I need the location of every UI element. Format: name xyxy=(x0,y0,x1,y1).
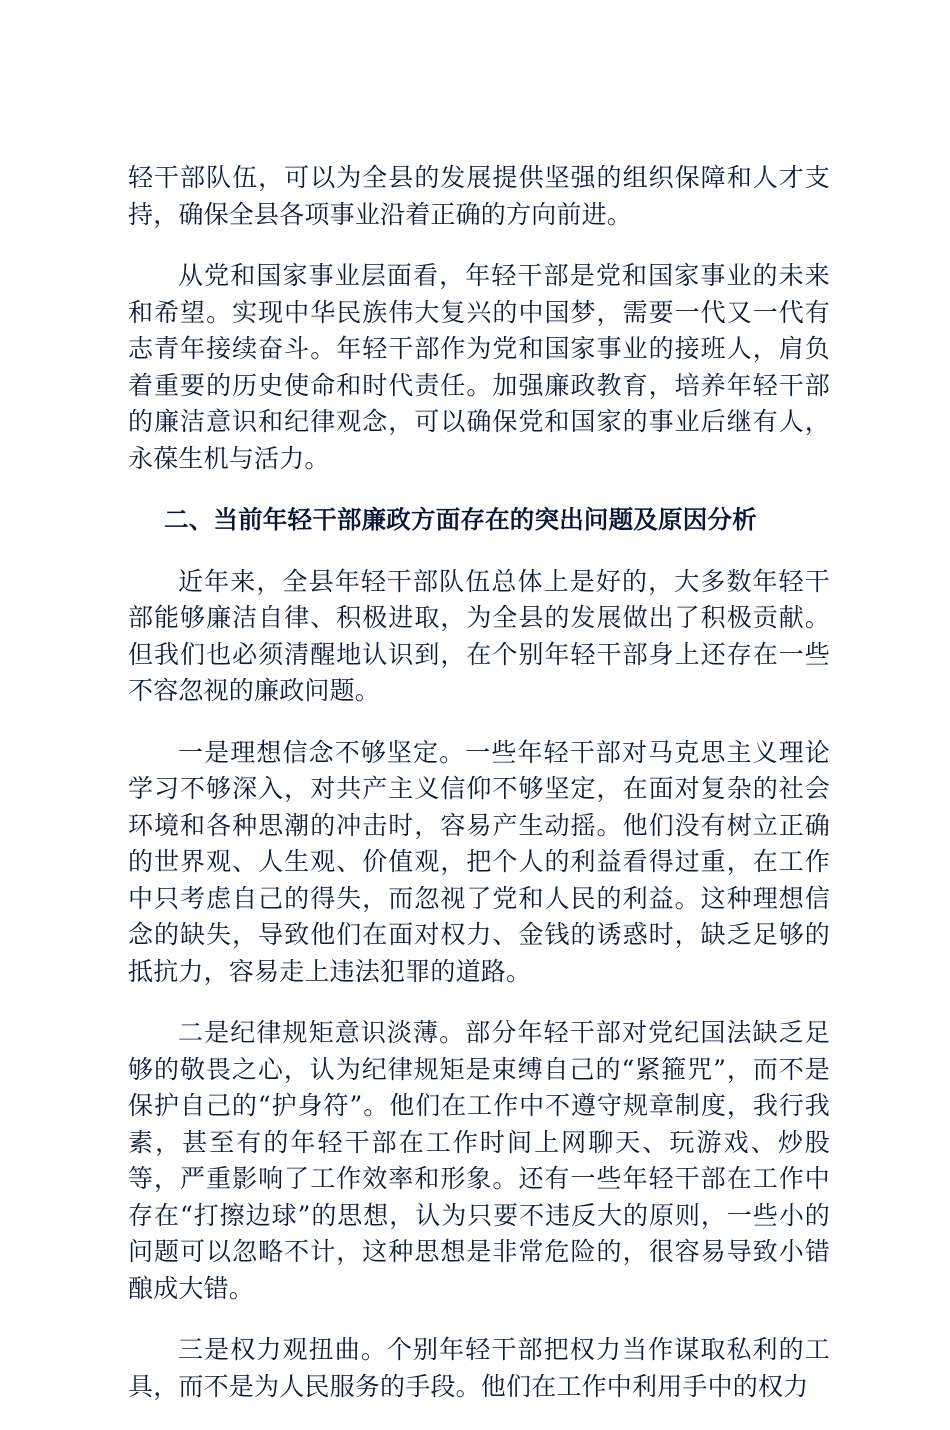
paragraph-national-level: 从党和国家事业层面看，年轻干部是党和国家事业的未来和希望。实现中华民族伟大复兴的中国梦，需要一代又一代有志青年接续奋斗。年轻干部作为党和国家事业的接班人，肩负着重要的历史使命和时代责任。加强廉政教育，培养年轻干部的廉洁意识和纪律观念，可以确保党和国家的事业后继有人，永葆生机与活力。 xyxy=(128,261,830,473)
paragraph-overview: 近年来，全县年轻干部队伍总体上是好的，大多数年轻干部能够廉洁自律、积极进取，为全县的发展做出了积极贡献。但我们也必须清醒地认识到，在个别年轻干部身上还存在一些不容忽视的廉政问题。 xyxy=(128,566,830,705)
paragraph-problem-two: 二是纪律规矩意识淡薄。部分年轻干部对党纪国法缺乏足够的敬畏之心，认为纪律规矩是束缚自己的“紧箍咒”，而不是保护自己的“护身符”。他们在工作中不遵守规章制度，我行我素，甚至有的年轻干部在工作时间上网聊天、玩游戏、炒股等，严重影响了工作效率和形象。还有一些年轻干部在工作中存在“打擦边球”的思想，认为只要不违反大的原则，一些小的问题可以忽略不计，这种思想是非常危险的，很容易导致小错酿成大错。 xyxy=(128,1018,830,1303)
document-body xyxy=(128,160,830,1430)
paragraph-problem-three: 三是权力观扭曲。个别年轻干部把权力当作谋取私利的工具，而不是为人民服务的手段。他们在工作中利用手中的权力 xyxy=(128,1335,830,1401)
section-heading: 二、当前年轻干部廉政方面存在的突出问题及原因分析 xyxy=(164,505,757,534)
paragraph-continuation: 轻干部队伍，可以为全县的发展提供坚强的组织保障和人才支持，确保全县各项事业沿着正确的方向前进。 xyxy=(128,163,830,229)
paragraph-problem-one: 一是理想信念不够坚定。一些年轻干部对马克思主义理论学习不够深入，对共产主义信仰不够坚定，在面对复杂的社会环境和各种思潮的冲击时，容易产生动摇。他们没有树立正确的世界观、人生观、价值观，把个人的利益看得过重，在工作中只考虑自己的得失，而忽视了党和人民的利益。这种理想信念的缺失，导致他们在面对权力、金钱的诱惑时，缺乏足够的抵抗力，容易走上违法犯罪的道路。 xyxy=(128,737,830,986)
